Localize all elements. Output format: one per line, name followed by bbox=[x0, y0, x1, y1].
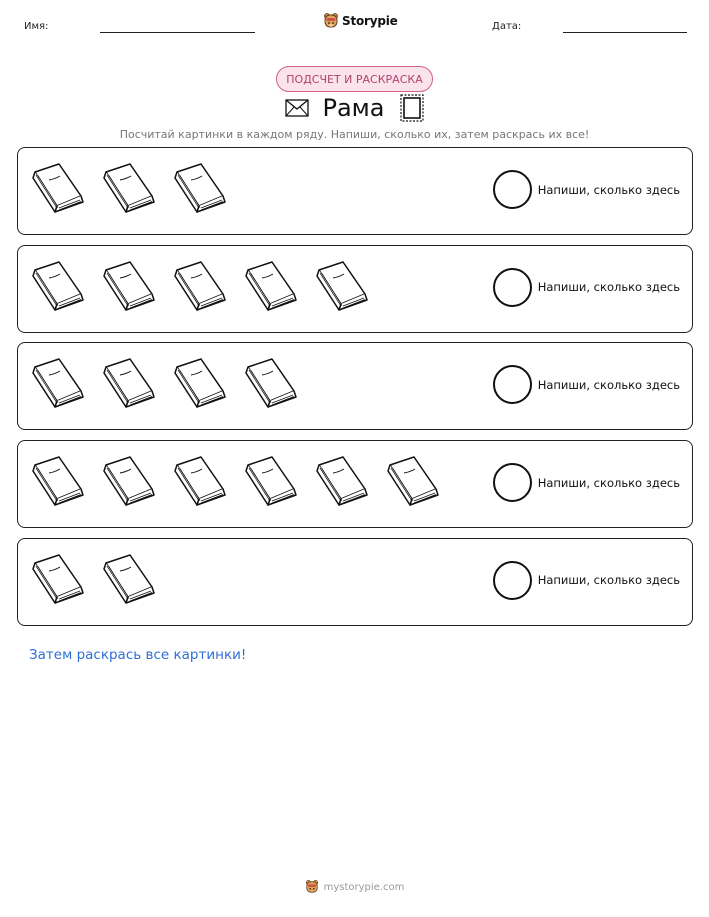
instructions: Посчитай картинки в каждом ряду. Напиши, сколько их, затем раскрась их все! bbox=[119, 128, 590, 141]
answer-area bbox=[493, 463, 680, 502]
counting-row bbox=[17, 245, 693, 333]
book-icon[interactable] bbox=[29, 549, 89, 613]
book-icon[interactable] bbox=[29, 256, 89, 320]
book-icon[interactable] bbox=[171, 158, 231, 222]
book-icon[interactable] bbox=[171, 451, 231, 515]
answer-label: Напиши, сколько здесь bbox=[537, 182, 680, 197]
stamp-icon bbox=[399, 93, 425, 123]
logo bbox=[323, 12, 398, 30]
page-title: Рама bbox=[322, 94, 385, 122]
book-icon[interactable] bbox=[29, 451, 89, 515]
date-line[interactable] bbox=[563, 32, 687, 33]
logo-text: Storypie bbox=[342, 14, 398, 28]
answer-area bbox=[493, 365, 680, 404]
book-icon[interactable] bbox=[313, 451, 373, 515]
book-icon[interactable] bbox=[384, 451, 444, 515]
answer-label: Напиши, сколько здесь bbox=[537, 377, 680, 392]
footer-mascot-icon bbox=[305, 879, 319, 895]
book-icon[interactable] bbox=[100, 158, 160, 222]
counting-row bbox=[17, 147, 693, 235]
answer-label: Напиши, сколько здесь bbox=[537, 573, 680, 588]
name-label: Имя: bbox=[24, 21, 49, 32]
answer-area bbox=[493, 268, 680, 307]
answer-circle[interactable] bbox=[493, 268, 532, 307]
worksheet-type-badge: ПОДСЧЕТ И РАСКРАСКА bbox=[276, 66, 433, 92]
book-icon[interactable] bbox=[100, 549, 160, 613]
counting-row bbox=[17, 342, 693, 430]
footer-site: mystorypie.com bbox=[323, 881, 405, 893]
book-icon[interactable] bbox=[242, 256, 302, 320]
book-group bbox=[29, 451, 444, 515]
counting-row bbox=[17, 538, 693, 626]
date-label: Дата: bbox=[492, 21, 522, 32]
title-row bbox=[0, 92, 709, 124]
book-icon[interactable] bbox=[100, 353, 160, 417]
name-line[interactable] bbox=[100, 32, 255, 33]
book-group bbox=[29, 353, 302, 417]
book-icon[interactable] bbox=[100, 256, 160, 320]
book-icon[interactable] bbox=[242, 353, 302, 417]
book-icon[interactable] bbox=[313, 256, 373, 320]
book-icon[interactable] bbox=[171, 256, 231, 320]
logo-mascot-icon bbox=[323, 12, 339, 30]
book-icon[interactable] bbox=[242, 451, 302, 515]
answer-circle[interactable] bbox=[493, 463, 532, 502]
book-icon[interactable] bbox=[100, 451, 160, 515]
answer-area bbox=[493, 170, 680, 209]
counting-row bbox=[17, 440, 693, 528]
answer-circle[interactable] bbox=[493, 365, 532, 404]
book-group bbox=[29, 256, 373, 320]
footer-note: Затем раскрась все картинки! bbox=[29, 647, 247, 663]
answer-label: Напиши, сколько здесь bbox=[537, 475, 680, 490]
answer-area bbox=[493, 561, 680, 600]
book-icon[interactable] bbox=[29, 353, 89, 417]
book-group bbox=[29, 549, 160, 613]
book-group bbox=[29, 158, 231, 222]
answer-circle[interactable] bbox=[493, 561, 532, 600]
answer-circle[interactable] bbox=[493, 170, 532, 209]
book-icon[interactable] bbox=[29, 158, 89, 222]
envelope-icon bbox=[285, 99, 309, 117]
footer bbox=[0, 879, 709, 895]
book-icon[interactable] bbox=[171, 353, 231, 417]
counting-rows bbox=[17, 147, 693, 635]
answer-label: Напиши, сколько здесь bbox=[537, 280, 680, 295]
